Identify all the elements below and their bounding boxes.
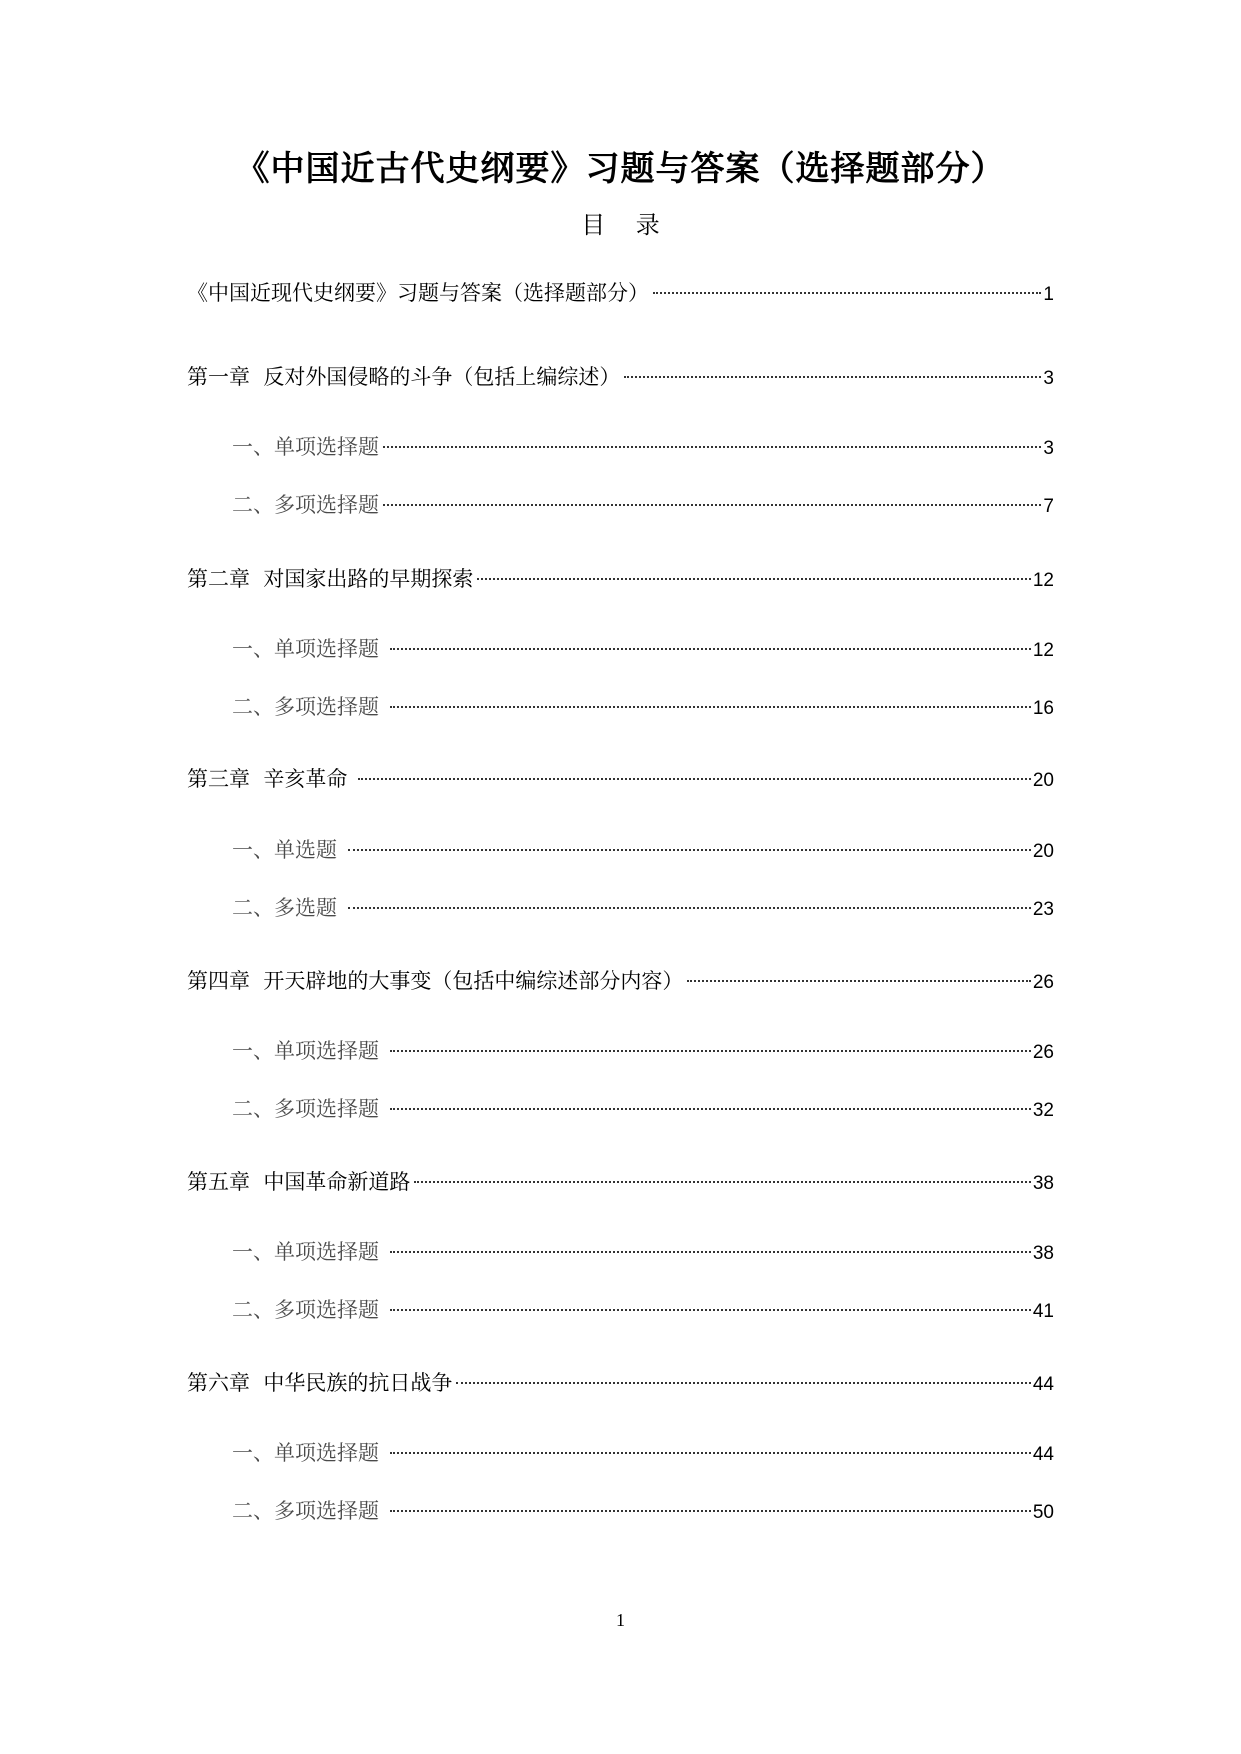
toc-entry-page: 3 (1043, 438, 1054, 459)
toc-entry-label: 第一章 反对外国侵略的斗争（包括上编综述） (187, 365, 621, 389)
dot-leader (348, 907, 1031, 909)
dot-leader (390, 1108, 1031, 1110)
dot-leader (414, 1181, 1031, 1183)
dot-leader (653, 292, 1041, 294)
toc-entry-ch5-multiple-choice[interactable] (232, 1295, 1054, 1325)
dot-leader (624, 376, 1041, 378)
toc-entry-label: 二、多项选择题 (232, 1499, 386, 1523)
toc-entry-page: 7 (1043, 496, 1054, 517)
toc-entry-label: 《中国近现代史纲要》习题与答案（选择题部分） (187, 281, 649, 305)
toc-entry-page: 12 (1032, 640, 1054, 661)
toc-entry-label: 第三章 辛亥革命 (187, 767, 355, 791)
toc-entry-label: 第四章 开天辟地的大事变（包括中编综述部分内容） (187, 969, 684, 993)
dot-leader (477, 578, 1031, 580)
dot-leader (348, 849, 1031, 851)
dot-leader (390, 1452, 1031, 1454)
toc-entry-page: 26 (1032, 1042, 1054, 1063)
toc-entry-label: 二、多项选择题 (232, 493, 379, 517)
toc-entry-ch6-multiple-choice[interactable] (232, 1496, 1054, 1526)
toc-entry-chapter-3[interactable] (187, 764, 1054, 794)
toc-entry-page: 20 (1032, 770, 1054, 791)
toc-entry-label: 一、单项选择题 (232, 637, 386, 661)
toc-entry-label: 一、单项选择题 (232, 1039, 386, 1063)
toc-entry-document[interactable] (187, 278, 1054, 308)
toc-entry-page: 1 (1043, 284, 1054, 305)
toc-entry-chapter-1[interactable] (187, 362, 1054, 392)
dot-leader (687, 980, 1031, 982)
toc-entry-chapter-5[interactable] (187, 1167, 1054, 1197)
toc-entry-label: 一、单项选择题 (232, 435, 379, 459)
dot-leader (390, 706, 1031, 708)
toc-entry-label: 第六章 中华民族的抗日战争 (187, 1371, 453, 1395)
toc-entry-page: 32 (1032, 1100, 1054, 1121)
dot-leader (383, 504, 1041, 506)
toc-entry-ch1-multiple-choice[interactable] (232, 490, 1054, 520)
toc-heading: 目 录 (581, 211, 660, 239)
toc-entry-label: 二、多项选择题 (232, 695, 386, 719)
dot-leader (390, 1309, 1031, 1311)
dot-leader (390, 1510, 1031, 1512)
toc-entry-label: 一、单项选择题 (232, 1441, 386, 1465)
dot-leader (456, 1382, 1031, 1384)
toc-entry-page: 50 (1032, 1502, 1054, 1523)
dot-leader (383, 446, 1041, 448)
toc-entry-chapter-4[interactable] (187, 966, 1054, 996)
toc-entry-page: 3 (1043, 368, 1054, 389)
toc-entry-page: 41 (1032, 1301, 1054, 1322)
toc-entry-label: 第五章 中国革命新道路 (187, 1170, 411, 1194)
toc-entry-label: 二、多选题 (232, 896, 344, 920)
toc-entry-ch5-single-choice[interactable] (232, 1237, 1054, 1267)
document-title: 《中国近古代史纲要》习题与答案（选择题部分） (235, 149, 1006, 189)
toc-entry-page: 20 (1032, 841, 1054, 862)
dot-leader (390, 648, 1031, 650)
toc-entry-ch4-single-choice[interactable] (232, 1036, 1054, 1066)
toc-entry-page: 26 (1032, 972, 1054, 993)
toc-entry-chapter-6[interactable] (187, 1368, 1054, 1398)
dot-leader (390, 1251, 1031, 1253)
toc-entry-label: 二、多项选择题 (232, 1097, 386, 1121)
toc-entry-page: 44 (1032, 1444, 1054, 1465)
dot-leader (358, 778, 1031, 780)
toc-entry-label: 二、多项选择题 (232, 1298, 386, 1322)
page-number: 1 (616, 1610, 625, 1630)
toc-entry-ch2-multiple-choice[interactable] (232, 692, 1054, 722)
toc-entry-page: 12 (1032, 570, 1054, 591)
toc-entry-ch2-single-choice[interactable] (232, 634, 1054, 664)
toc-entry-ch4-multiple-choice[interactable] (232, 1094, 1054, 1124)
toc-entry-page: 38 (1032, 1243, 1054, 1264)
toc-entry-label: 一、单项选择题 (232, 1240, 386, 1264)
toc-entry-ch6-single-choice[interactable] (232, 1438, 1054, 1468)
toc-entry-page: 16 (1032, 698, 1054, 719)
toc-entry-ch3-single-choice[interactable] (232, 835, 1054, 865)
dot-leader (390, 1050, 1031, 1052)
toc-entry-ch1-single-choice[interactable] (232, 432, 1054, 462)
toc-entry-page: 23 (1032, 899, 1054, 920)
toc-entry-label: 一、单选题 (232, 838, 344, 862)
toc-entry-page: 44 (1032, 1374, 1054, 1395)
toc-entry-label: 第二章 对国家出路的早期探索 (187, 567, 474, 591)
toc-entry-chapter-2[interactable] (187, 564, 1054, 594)
toc-entry-page: 38 (1032, 1173, 1054, 1194)
toc-entry-ch3-multiple-choice[interactable] (232, 893, 1054, 923)
